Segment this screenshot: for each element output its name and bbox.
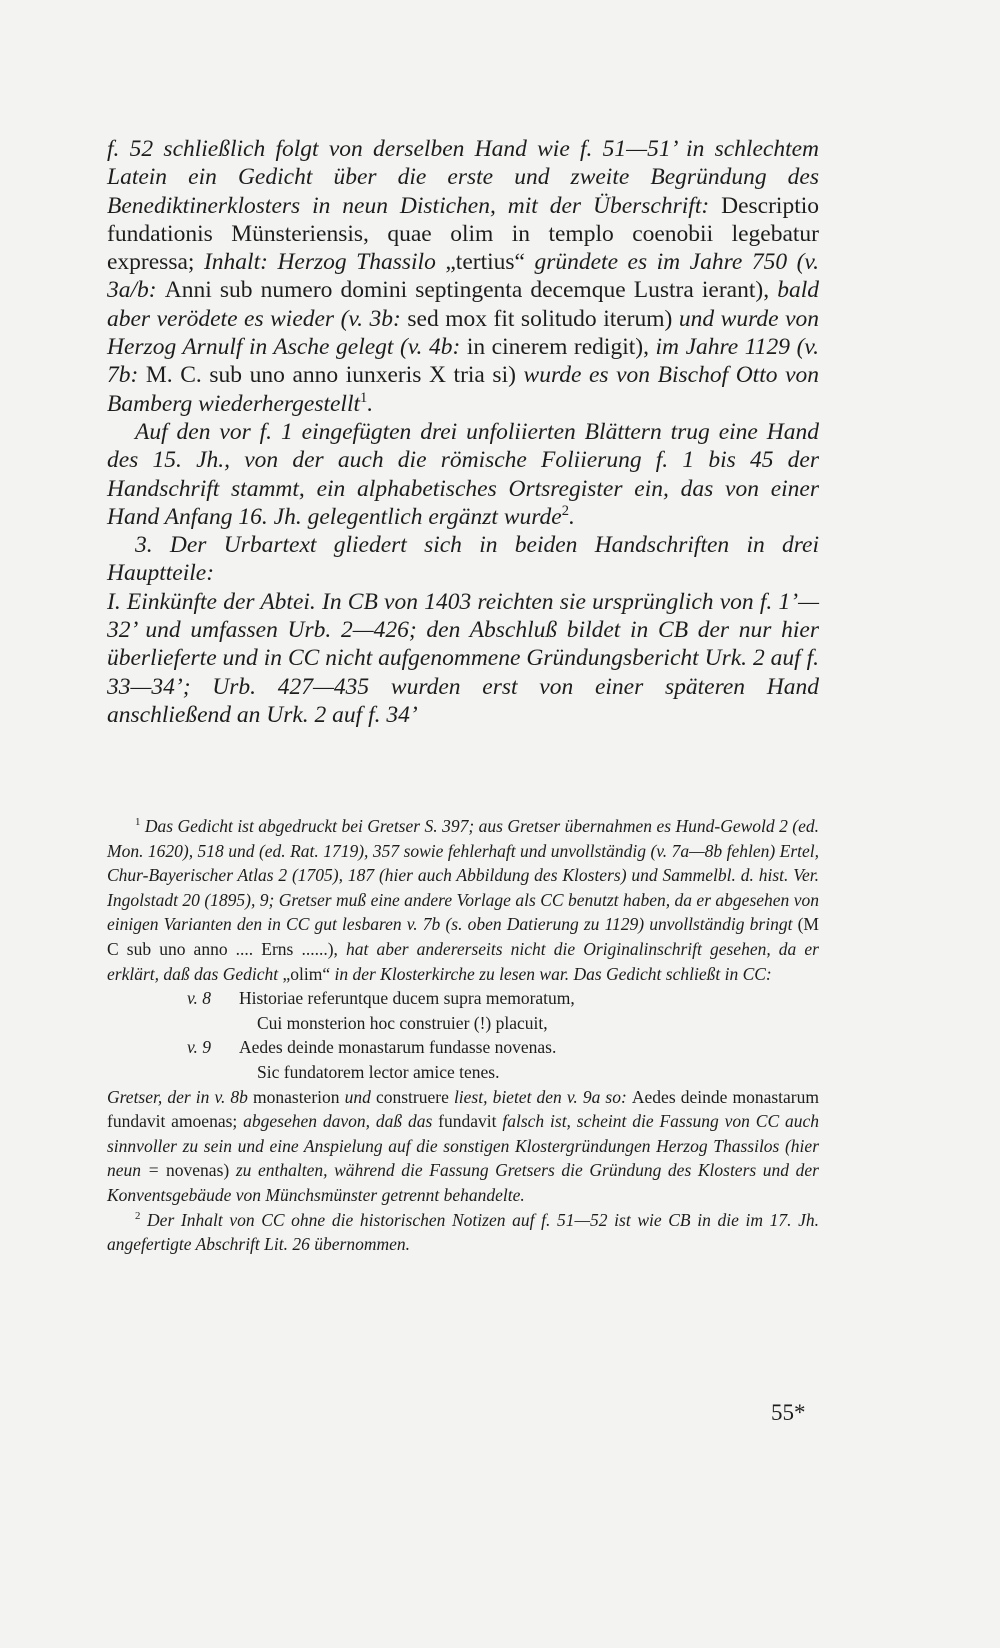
paragraph-1	[107, 135, 819, 418]
verse-line	[107, 1035, 819, 1060]
paragraph-1-run: Anni sub numero domini septingenta decemque Lustra ierant),	[164, 277, 778, 304]
footnote-1-run: hat aber andererseits nicht die Originalinschrift gesehen, da er erklärt, daß das Gedicht	[107, 938, 819, 984]
paragraph-1-run: und wurde von Herzog Arnulf in Asche gelegt (v. 4b:	[107, 305, 819, 361]
paragraph-3: 3. Der Urbartext gliedert sich in beiden Handschriften in drei Hauptteile:	[107, 532, 819, 587]
paragraph-1-run: Inhalt: Herzog Thassilo	[203, 249, 446, 276]
paragraph-1-run: f. 52 schließlich folgt von derselben Hand wie f. 51—51’ in schlechtem Latein ein Gedicht über die erste und zweite Begründung des Benediktinerklosters in neun Distichen, mit der Überschrift:	[107, 136, 819, 219]
page-number: 55*	[771, 1400, 806, 1425]
footnote-1-run: in der Klosterkirche zu lesen war. Das Gedicht schließt in CC:	[334, 963, 772, 984]
main-text	[107, 135, 819, 729]
footnote-number-1: 1	[135, 816, 141, 829]
paragraph-1-run: M. C. sub uno anno iunxeris X tria si)	[145, 362, 524, 389]
verse-number: v. 9	[187, 1037, 211, 1058]
paragraph-1-run: gründete es im Jahre 750 (v. 3a/b:	[107, 249, 819, 304]
footnote-1-tail-run: novenas)	[166, 1160, 236, 1181]
footnote-1-run: (M C sub uno anno .... Erns ......),	[107, 914, 819, 959]
verse-line	[107, 986, 819, 1011]
verse-text: Cui monsterion hoc construier (!) placuit,	[257, 1012, 548, 1033]
footnote-1-tail-run: falsch ist, scheint die Fassung von CC auch sinnvoller zu sein und eine Anspielung auf die sonstigen Klostergründungen Herzog Thassilos (hier neun =	[107, 1111, 819, 1181]
paragraph-1-run: in cinerem redigit),	[466, 334, 656, 361]
footnote-1-tail-run: zu enthalten, während die Fassung Gretsers die Gründung des Klosters und der Konventsgebäude von Münchsmünster getrennt behandelte.	[107, 1160, 819, 1205]
paragraph-4: I. Einkünfte der Abtei. In CB von 1403 reichten sie ursprünglich von f. 1’—32’ und umfassen Urb. 2—426; den Abschluß bildet in CB der nur hier überlieferte und in CC nicht aufgenommene Gründungsbericht Urk. 2 auf f. 33—34’; Urb. 427—435 wurden erst von einer späteren Hand anschließend an Urk. 2 auf f. 34’	[107, 588, 819, 728]
footnote-ref-2: 2	[561, 503, 569, 520]
footnote-1-tail-run: und	[344, 1086, 376, 1107]
footnote-1-tail-run: construere	[375, 1086, 454, 1107]
footnote-1-continuation	[107, 1085, 819, 1208]
verse-number: v. 8	[187, 988, 211, 1009]
paragraph-1-run: im Jahre 1129 (v. 7b:	[107, 334, 819, 389]
verse-text: Historiae referuntque ducem supra memoratum,	[239, 988, 575, 1009]
footnote-1-run: Das Gedicht ist abgedruckt bei Gretser S. 397; aus Gretser übernahmen es Hund-Gewold 2 (ed. Mon. 1620), 518 und (ed. Rat. 1719), 357 sowie fehlerhaft und unvollständig (v. 7a—8b fehlen) Ertel, Chur-Bayerischer Atlas 2 (1705), 187 (hier auch Abbildung des Klosters) und Sammelbl. d. hist. Ver. Ingolstadt 20 (1895), 9; Gretser muß eine andere Vorlage als CC benutzt haben, da er abgesehen von einigen Varianten den in CC gut lesbaren v. 7b (s. oben Datierung zu 1129) unvollständig bringt	[107, 816, 819, 935]
verse-line	[107, 1011, 819, 1036]
footnote-1-run: „olim“	[282, 963, 335, 984]
paragraph-1-run: Descriptio fundationis Münsteriensis, quae olim in templo coenobii legebatur expressa;	[107, 192, 819, 276]
footnote-1	[107, 814, 819, 986]
verse-block	[107, 986, 819, 1084]
paragraph-1-run: 1	[360, 389, 368, 406]
footnote-2: $^2$ Der Inhalt von CC ohne die historischen Notizen auf f. 51—52 ist wie CB in die im 17. Jh. angefertigte Abschrift Lit. 26 übernommen.	[107, 1209, 819, 1255]
paragraph-1-run: bald aber verödete es wieder (v. 3b:	[107, 277, 819, 332]
footnote-1-tail-run: fundavit	[438, 1111, 503, 1132]
paragraph-1-run: sed mox fit solitudo iterum)	[407, 305, 679, 332]
paragraph-2: Auf den vor f. 1 eingefügten drei unfoliierten Blättern trug eine Hand des 15. Jh., von der auch die römische Foliierung f. 1 bis 45 der Handschrift stammt, ein alphabetisches Ortsregister ein, das von einer Hand Anfang 16. Jh. gelegentlich ergänzt wurde$^2$.	[107, 418, 819, 530]
footnotes	[107, 814, 819, 1257]
footnote-1-tail-run: Aedes deinde monastarum fundavit amoenas;	[107, 1086, 819, 1132]
paragraph-1-run: wurde es von Bischof Otto von Bamberg wiederhergestellt	[107, 362, 819, 417]
footnote-1-tail-run: monasterion	[253, 1086, 345, 1107]
verse-line	[107, 1060, 819, 1085]
verse-text: Aedes deinde monastarum fundasse novenas.	[239, 1037, 557, 1058]
footnote-1-tail-run: Gretser, der in v. 8b	[107, 1086, 253, 1107]
paragraph-1-run: „tertius“	[445, 249, 535, 276]
paragraph-1-run: .	[367, 390, 374, 417]
footnote-1-tail-run: abgesehen davon, daß das	[243, 1111, 439, 1132]
verse-text: Sic fundatorem lector amice tenes.	[257, 1061, 500, 1082]
footnote-1-tail-run: liest, bietet den v. 9a so:	[453, 1086, 632, 1107]
